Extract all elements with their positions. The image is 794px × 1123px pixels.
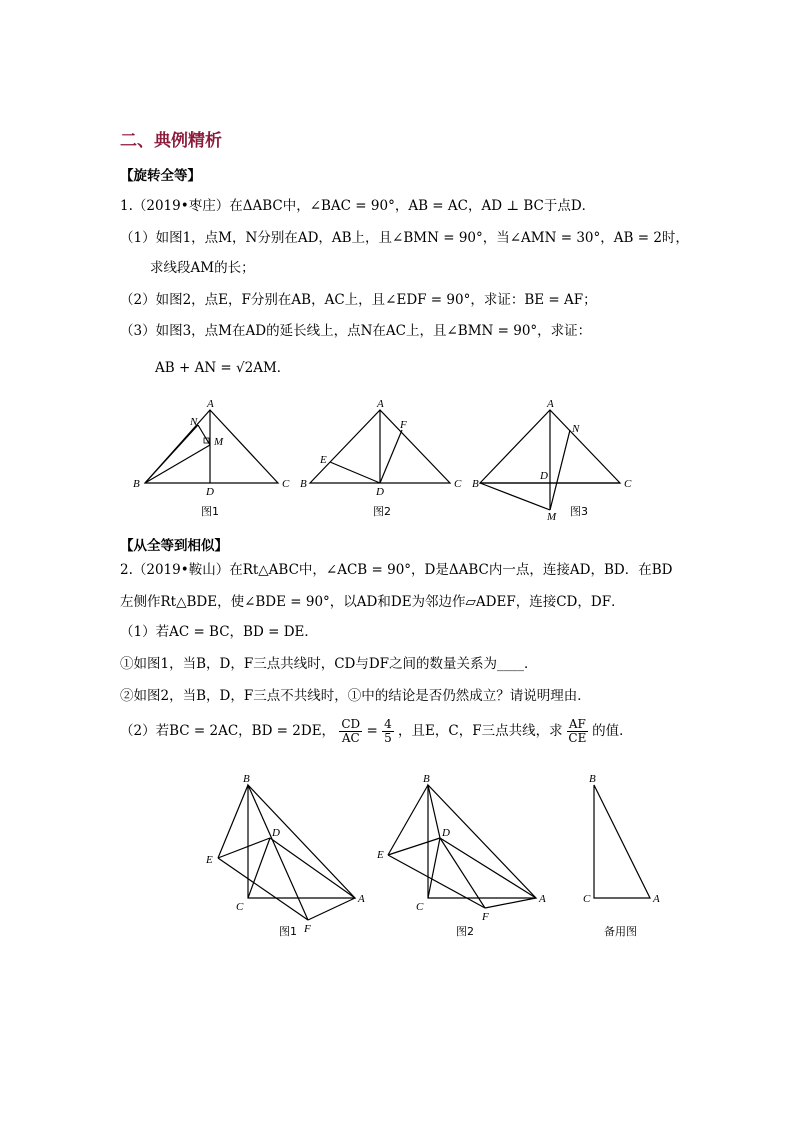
fig1b-label-b: B (243, 773, 250, 785)
fig2-label-c: C (454, 478, 462, 490)
block1-problem: 1.（2019•枣庄）在ΔABC中，∠BAC = 90°，AB = AC，AD ⊥ BC于点D． (120, 198, 596, 214)
fig2b-line-bd (428, 785, 440, 838)
fig1b-line-fa (308, 898, 355, 920)
fig3-caption: 图3 (570, 505, 588, 518)
fig3-label-a: A (547, 398, 554, 410)
fig2-line-fd (380, 430, 402, 483)
fig3-label-b: B (472, 478, 479, 490)
fig2b-caption: 图2 (456, 925, 474, 938)
block2-q2-eq: = (366, 723, 378, 739)
block2-q1b: ②如图2，当B，D，F三点不共线时，①中的结论是否仍然成立？请说明理由． (120, 688, 591, 704)
fig1b-line-da (270, 838, 355, 898)
block2-problem-line2: 左侧作Rt△BDE，使∠BDE = 90°，以AD和DE为邻边作▱ADEF，连接CD，DF． (120, 594, 625, 610)
fig2b-label-d: D (442, 827, 450, 839)
block1-q3-line1: （3）如图3，点M在AD的延长线上，点N在AC上，且∠BMN = 90°，求证： (120, 323, 592, 339)
fig2-label-f: F (400, 419, 407, 431)
backup-caption: 备用图 (604, 925, 637, 938)
frac-den: 5 (384, 731, 392, 745)
fig1-label-m: M (214, 436, 224, 448)
frac-num: AF (568, 717, 586, 731)
frac-den: AC (341, 731, 360, 745)
fig1-label-b: B (133, 478, 140, 490)
fig2-label-b: B (300, 478, 307, 490)
fig1b-line-ed (218, 838, 270, 858)
backup-label-b: B (589, 773, 596, 785)
fig2-label-e: E (320, 454, 327, 466)
fig1-label-a: A (207, 398, 214, 410)
fig1b-caption: 图1 (279, 925, 297, 938)
fig1b-line-be (218, 785, 248, 858)
fig1b-label-e: E (206, 854, 213, 866)
fig1b-label-c: C (236, 901, 244, 913)
fig1b-label-f: F (304, 923, 311, 935)
fig1-triangle (145, 410, 278, 483)
fig2-label-a: A (377, 398, 384, 410)
fig1-caption: 图1 (201, 505, 219, 518)
fig3-label-d: D (540, 470, 548, 482)
fig2b-label-f: F (482, 911, 489, 923)
block1-q2: （2）如图2，点E，F分别在AB，AC上，且∠EDF = 90°，求证：BE = AF； (120, 292, 597, 308)
block1-header: 【旋转全等】 (120, 168, 201, 184)
fig2-caption: 图2 (373, 505, 391, 518)
block1-q3-line2: AB + AN = √2AM． (155, 360, 291, 376)
frac-num: CD (341, 717, 361, 731)
backup-label-c: C (583, 893, 591, 905)
fig3-line-bm (480, 483, 550, 510)
fig2b-line-cd (428, 838, 440, 898)
block2-problem-line1: 2.（2019•鞍山）在Rt△ABC中，∠ACB = 90°，D是ΔABC内一点，连接AD，BD．在BD (120, 562, 673, 578)
fig2b-label-b: B (423, 773, 430, 785)
fig2b-right-triangle (428, 785, 536, 898)
block2-q2-frac-af-ce (567, 718, 588, 745)
fig2b-label-e: E (377, 849, 384, 861)
fig1b-label-a: A (358, 893, 365, 905)
block2-q2-prefix: （2）若BC = 2AC，BD = 2DE， (120, 723, 336, 739)
block2-q1: （1）若AC = BC，BD = DE． (120, 624, 318, 640)
block2-header: 【从全等到相似】 (120, 538, 228, 554)
fig3-label-n: N (572, 423, 580, 435)
fig1-line-bn (145, 425, 198, 483)
fig2-label-d: D (376, 486, 384, 498)
fig1b-label-d: D (272, 827, 280, 839)
block2-figures (200, 770, 680, 940)
block2-q2-frac-4-5 (382, 718, 394, 745)
fig1b-line-cd (248, 838, 270, 898)
block2-q2-suffix: 的值． (592, 723, 633, 739)
block2-q2-mid: ，且E，C，F三点共线，求 (398, 723, 563, 739)
frac-den: CE (568, 731, 587, 745)
frac-num: 4 (384, 717, 392, 731)
fig1-line-bm (145, 445, 210, 483)
fig1-label-n: N (190, 416, 198, 428)
backup-label-a: A (653, 893, 660, 905)
backup-right-triangle (594, 785, 650, 898)
fig2-line-ed (330, 462, 380, 483)
section-title: 二、典例精析 (120, 131, 222, 151)
block1-q1-line1: （1）如图1，点M，N分别在AD，AB上，且∠BMN = 90°，当∠AMN = 30°，AB = 2时， (120, 230, 689, 246)
fig2b-line-ef (388, 855, 485, 908)
fig1b-right-triangle (248, 785, 355, 898)
block2-q2-frac-cd-ac (339, 718, 362, 745)
fig2b-label-a: A (539, 893, 546, 905)
fig3-line-nm (550, 430, 570, 510)
fig3-label-c: C (624, 478, 632, 490)
fig1-label-d: D (206, 486, 214, 498)
block2-q1a: ①如图1，当B，D，F三点共线时，CD与DF之间的数量关系为____． (120, 656, 538, 672)
block1-q1-line2: 求线段AM的长； (150, 260, 255, 276)
fig1-label-c: C (282, 478, 290, 490)
fig2b-label-c: C (416, 901, 424, 913)
fig2b-line-fa (485, 898, 536, 908)
block2-q2 (120, 718, 633, 745)
fig3-label-m: M (547, 511, 557, 523)
